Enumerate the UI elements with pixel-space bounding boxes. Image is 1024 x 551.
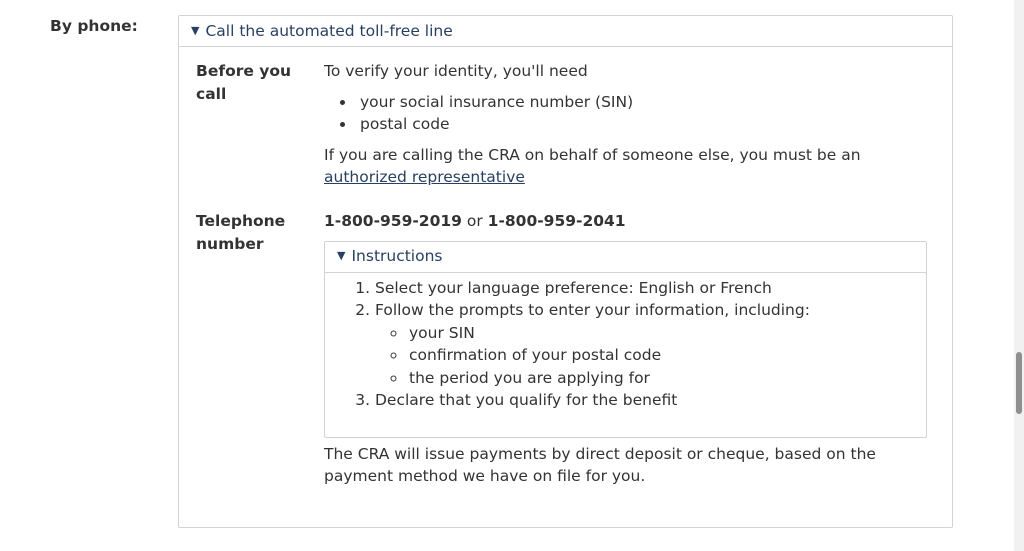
instructions-steps xyxy=(325,277,926,412)
instructions-details xyxy=(324,241,927,438)
telephone-number-term: Telephone number xyxy=(196,212,286,253)
triangle-down-icon: ▼ xyxy=(337,249,346,263)
authorized-representative-link[interactable]: authorized representative xyxy=(324,168,525,186)
payments-note: The CRA will issue payments by direct deposit or cheque, based on the payment method we have on file for you. xyxy=(324,444,876,485)
before-you-call-definition xyxy=(324,60,936,189)
step-text: Follow the prompts to enter your information, including: xyxy=(375,301,810,319)
phone-numbers xyxy=(324,210,936,233)
list-item: 3. Declare that you qualify for the benefit xyxy=(375,389,926,412)
identity-intro: To verify your identity, you'll need xyxy=(324,62,588,80)
list-item: • postal code xyxy=(356,113,936,136)
by-phone-label: By phone: xyxy=(50,17,138,35)
toll-free-details xyxy=(178,15,953,528)
representative-note-text: If you are calling the CRA on behalf of someone else, you must be an xyxy=(324,145,861,164)
toll-free-summary-label: Call the automated toll-free line xyxy=(205,21,453,40)
instructions-summary[interactable] xyxy=(325,242,926,273)
toll-free-summary[interactable] xyxy=(179,16,952,47)
list-item: 1. Select your language preference: English or French xyxy=(375,277,926,300)
list-item: • your social insurance number (SIN) xyxy=(356,91,936,114)
sub-list-item: ◦ confirmation of your postal code xyxy=(407,344,926,367)
scrollbar-track[interactable] xyxy=(1014,0,1024,551)
phone-separator: or xyxy=(461,212,488,230)
sub-list-item: ◦ the period you are applying for xyxy=(407,367,926,390)
instructions-summary-label: Instructions xyxy=(351,247,443,266)
phone-number-2: 1-800-959-2041 xyxy=(487,212,626,230)
before-you-call-term: Before you call xyxy=(196,62,292,103)
telephone-number-definition xyxy=(324,210,936,488)
triangle-down-icon: ▼ xyxy=(191,23,200,37)
identity-list xyxy=(324,91,936,136)
sub-list-item: ◦ your SIN xyxy=(407,322,926,345)
representative-note xyxy=(324,144,936,189)
phone-number-1: 1-800-959-2019 xyxy=(324,212,462,230)
list-item xyxy=(375,299,926,389)
prompt-sublist xyxy=(375,322,926,390)
scrollbar-thumb[interactable] xyxy=(1016,352,1022,414)
